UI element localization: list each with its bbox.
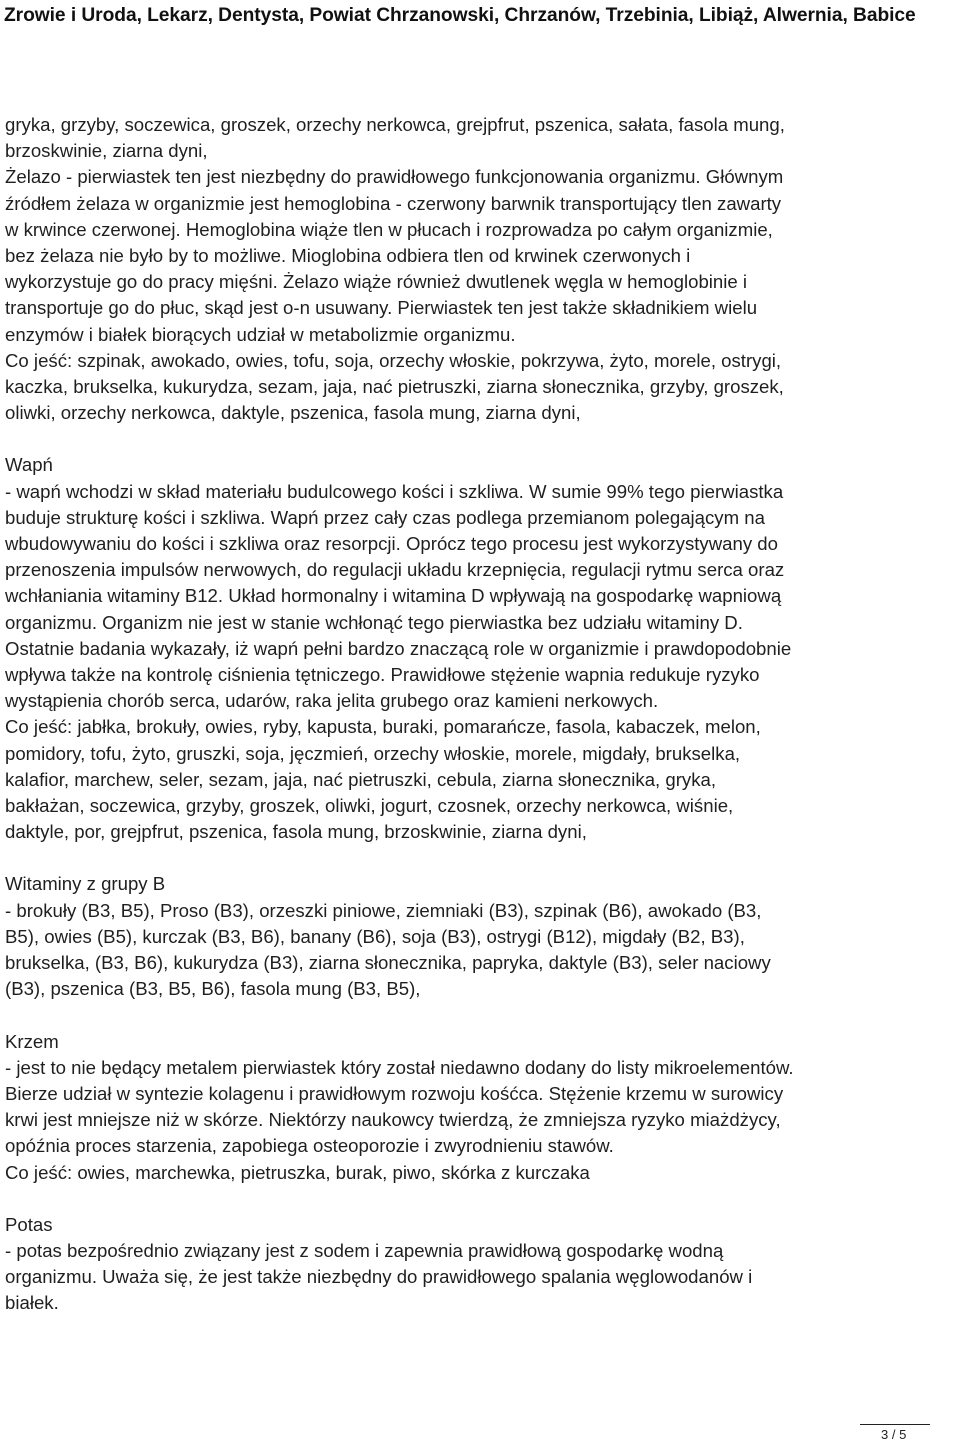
text-line: kalafior, marchew, seler, sezam, jaja, nać pietruszki, cebula, ziarna słonecznika, gryka,	[5, 768, 717, 790]
text-line: wchłaniania witaminy B12. Układ hormonalny i witamina D wpływają na gospodarkę wapniową	[5, 585, 782, 607]
text-line: organizmu. Organizm nie jest w stanie wchłonąć tego pierwiastka bez udziału witaminy D.	[5, 611, 743, 633]
text-line: enzymów i białek biorących udział w metabolizmie organizmu.	[5, 323, 516, 345]
text-line: pomidory, tofu, żyto, gruszki, soja, jęczmień, orzechy włoskie, morele, migdały, brukselka,	[5, 742, 741, 764]
document-header	[0, 0, 960, 40]
text-line: krwi jest mniejsze niż w skórze. Niektórzy naukowcy twierdzą, że zmniejsza ryzyko miażdżycy,	[5, 1109, 781, 1131]
text-line: wystąpienia chorób serca, udarów, raka jelita grubego oraz kamieni nerkowych.	[5, 690, 659, 712]
paragraph-gap	[5, 426, 955, 452]
text-line: Co jeść: szpinak, awokado, owies, tofu, soja, orzechy włoskie, pokrzywa, żyto, morele, ostrygi,	[5, 349, 782, 371]
text-line: Ostatnie badania wykazały, iż wapń pełni bardzo znaczącą role w organizmie i prawdopodobnie	[5, 637, 792, 659]
text-line: B5), owies (B5), kurczak (B3, B6), banany (B6), soja (B3), ostrygi (B12), migdały (B2, B3),	[5, 925, 745, 947]
paragraph-gap	[5, 1186, 955, 1212]
text-line: brzoskwinie, ziarna dyni,	[5, 140, 208, 162]
text-line: - jest to nie będący metalem pierwiastek który został niedawno dodany do listy mikroelementów.	[5, 1056, 794, 1078]
text-line: brukselka, (B3, B6), kukurydza (B3), ziarna słonecznika, papryka, daktyle (B3), seler naciowy	[5, 952, 771, 973]
paragraph-gap	[5, 1002, 955, 1028]
text-line: wpływa także na kontrolę ciśnienia tętniczego. Prawidłowe stężenie wapnia redukuje ryzyko	[5, 663, 760, 685]
text-line: Żelazo - pierwiastek ten jest niezbędny do prawidłowego funkcjonowania organizmu. Głównym	[5, 166, 784, 188]
text-line: białek.	[5, 1292, 59, 1314]
text-line: źródłem żelaza w organizmie jest hemoglobina - czerwony barwnik transportujący tlen zawarty	[5, 192, 782, 214]
text-line: opóźnia proces starzenia, zapobiega osteoporozie i zwyrodnieniu stawów.	[5, 1135, 614, 1157]
text-line: - wapń wchodzi w skład materiału budulcowego kości i szkliwa. W sumie 99% tego pierwiastka	[5, 480, 784, 502]
text-line: buduje strukturę kości i szkliwa. Wapń przez cały czas podlega przemianom polegającym na	[5, 506, 765, 528]
text-line: organizmu. Uważa się, że jest także niezbędny do prawidłowego spalania węglowodanów i	[5, 1266, 753, 1288]
text-line: Co jeść: jabłka, brokuły, owies, ryby, kapusta, buraki, pomarańcze, fasola, kabaczek, melon,	[5, 716, 761, 738]
text-line: - potas bezpośrednio związany jest z sodem i zapewnia prawidłową gospodarkę wodną	[5, 1240, 724, 1262]
text-line: wbudowywaniu do kości i szkliwa oraz resorpcji. Oprócz tego procesu jest wykorzystywany do	[5, 533, 778, 554]
text-line: (B3), pszenica (B3, B5, B6), fasola mung (B3, B5),	[5, 978, 421, 1000]
document-title: Zrowie i Uroda, Lekarz, Dentysta, Powiat Chrzanowski, Chrzanów, Trzebinia, Libiąż, Alwernia, Babice	[4, 5, 916, 26]
text-line: wykorzystuje go do pracy mięśni. Żelazo wiąże również dwutlenek węgla w hemoglobinie i	[5, 271, 748, 293]
text-line: przenoszenia impulsów nerwowych, do regulacji układu krzepnięcia, regulacji rytmu serca oraz	[5, 559, 785, 581]
section-heading: Krzem	[5, 1030, 59, 1052]
text-line: w krwince czerwonej. Hemoglobina wiąże tlen w płucach i rozprowadza po całym organizmie,	[5, 218, 773, 240]
footer-divider	[860, 1424, 930, 1425]
page-number: 3 / 5	[881, 1427, 907, 1442]
text-line: gryka, grzyby, soczewica, groszek, orzechy nerkowca, grejpfrut, pszenica, sałata, fasola mung,	[5, 114, 785, 135]
section-heading: Wapń	[5, 454, 53, 476]
text-line: - brokuły (B3, B5), Proso (B3), orzeszki piniowe, ziemniaki (B3), szpinak (B6), awokado (B3,	[5, 899, 762, 921]
section-heading: Witaminy z grupy B	[5, 873, 166, 895]
text-line: bez żelaza nie było by to możliwe. Mioglobina odbiera tlen od krwinek czerwonych i	[5, 244, 691, 266]
text-line: Co jeść: owies, marchewka, pietruszka, burak, piwo, skórka z kurczaka	[5, 1161, 590, 1183]
paragraph-gap	[5, 845, 955, 871]
text-line: transportuje go do płuc, skąd jest o-n usuwany. Pierwiastek ten jest także składnikiem wielu	[5, 297, 758, 319]
text-line: oliwki, orzechy nerkowca, daktyle, pszenica, fasola mung, ziarna dyni,	[5, 402, 581, 424]
text-line: bakłażan, soczewica, grzyby, groszek, oliwki, jogurt, czosnek, orzechy nerkowca, wiśnie,	[5, 794, 734, 816]
text-line: daktyle, por, grejpfrut, pszenica, fasola mung, brzoskwinie, ziarna dyni,	[5, 821, 587, 843]
document-body	[5, 112, 955, 1317]
section-heading: Potas	[5, 1213, 53, 1235]
text-line: Bierze udział w syntezie kolagenu i prawidłowym rozwoju kośćca. Stężenie krzemu w surowicy	[5, 1082, 784, 1104]
text-line: kaczka, brukselka, kukurydza, sezam, jaja, nać pietruszki, ziarna słonecznika, grzyby, groszek,	[5, 375, 784, 397]
